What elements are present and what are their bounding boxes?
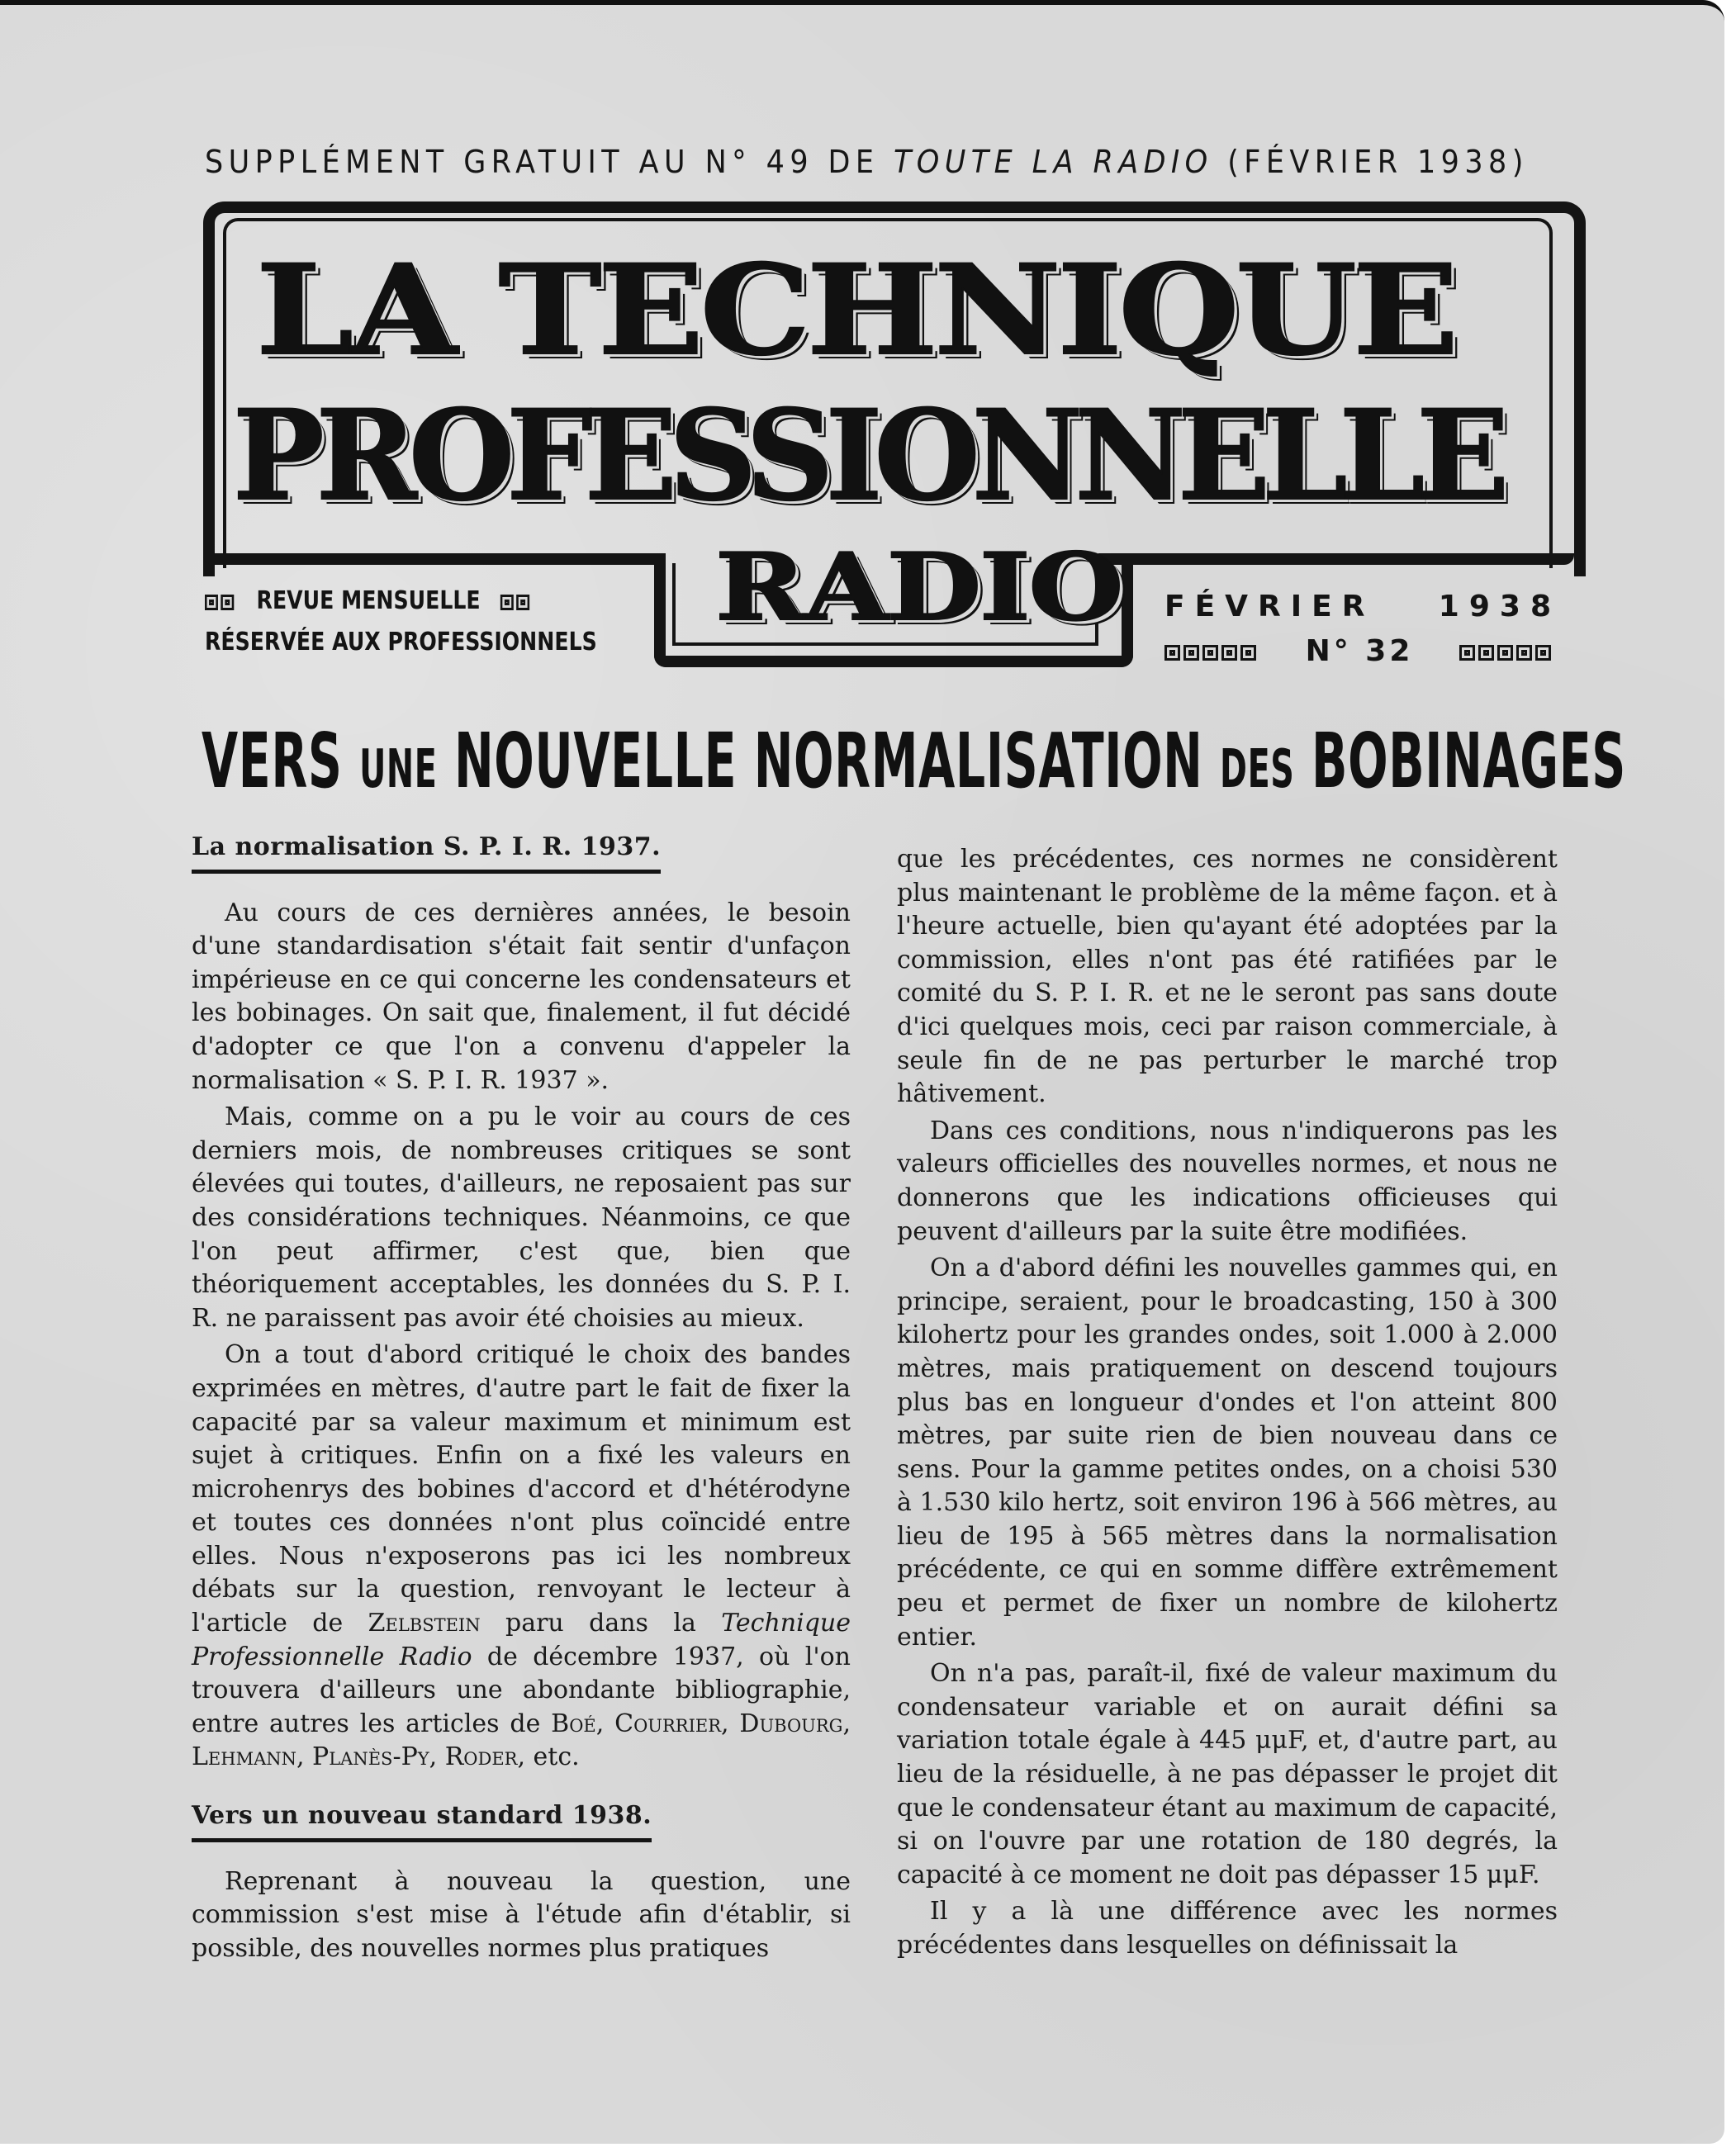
- supplement-publication: TOUTE LA RADIO: [893, 144, 1213, 180]
- paragraph-text: de décembre 1937, où l'on trouvera d'ailleurs une abondante bibliographie, entre autres les articles de: [192, 1642, 851, 1738]
- headline-word: DES: [1220, 739, 1295, 800]
- headline-word: NOUVELLE NORMALISATION: [453, 717, 1203, 805]
- paragraph: [192, 1339, 851, 1775]
- headline-word: VERS: [202, 717, 343, 805]
- masthead-title-line1: LA TECHNIQUE: [256, 238, 1455, 383]
- square-ornament-icon: [500, 587, 533, 616]
- issue-date: [1164, 590, 1561, 623]
- issue-month: FÉVRIER: [1164, 590, 1375, 623]
- issue-year: 1938: [1438, 590, 1561, 623]
- supplement-prefix: SUPPLÉMENT GRATUIT AU N° 49 DE: [205, 144, 894, 180]
- paragraph: On n'a pas, paraît-il, fixé de valeur maximum du condensateur variable et on aurait défini sa variation totale égale à 445 μμF, et, d'autre part, au lieu de la résiduelle, à ne pas dépasser le projet dit que le condensateur étant au maximum de capacité, si on l'ouvre par une rotation de 180 degrés, la capacité à ce moment ne doit pas dépasser 15 μμF.: [897, 1659, 1558, 1889]
- paragraph-text: , etc.: [517, 1742, 580, 1772]
- issue-number: N° 32: [1305, 634, 1414, 668]
- article-headline: [202, 717, 1626, 805]
- author-name: Zelbstein: [368, 1609, 481, 1638]
- journal-title: Technique Professionnelle Radio: [192, 1609, 851, 1671]
- section-heading-standard-1938: Vers un nouveau standard 1938.: [192, 1799, 652, 1842]
- author-names: Boé, Courrier, Dubourg, Lehmann, Planès-Py, Roder: [192, 1709, 851, 1772]
- tagline-monthly: [205, 586, 544, 616]
- paragraph: que les précédentes, ces normes ne considèrent plus maintenant le problème de la même façon. et à l'heure actuelle, bien qu'ayant été adoptées par la commission, elles n'ont pas été ratifiées par le comité du S. P. I. R. et ne le seront pas sans doute d'ici quelques mois, ceci par raison commerciale, à seule fin de ne pas perturber le marché trop hâtivement.: [897, 845, 1558, 1109]
- paragraph-text: On a tout d'abord critiqué le choix des bandes exprimées en mètres, d'autre part le fait de fixer la capacité par sa valeur maximum et minimum est sujet à critiques. Enfin on a fixé les valeurs en microhenrys des bobines d'accord et d'hétérodyne et toutes ces données n'ont plus coïncidé entre elles. Nous n'exposerons pas ici les nombreux débats sur la question, renvoyant le lecteur à l'article de: [192, 1340, 851, 1638]
- supplement-line: [205, 144, 1529, 180]
- masthead-frame-bottom-left: [203, 553, 666, 565]
- section-heading-spir-1937: La normalisation S. P. I. R. 1937.: [192, 831, 661, 874]
- headline-word: UNE: [359, 739, 438, 800]
- masthead-frame-bottom-right: [1098, 553, 1574, 565]
- paragraph: Au cours de ces dernières années, le besoin d'une standardisation s'était fait sentir d'unfaçon impérieuse en ce qui concerne les condensateurs et les bobinages. On sait que, finalement, il fut décidé d'adopter ce que l'on a convenu d'appeler la normalisation « S. P. I. R. 1937 ».: [192, 898, 851, 1095]
- tagline-professionals: RÉSERVÉE AUX PROFESSIONNELS: [205, 628, 597, 657]
- article-column-right: [897, 843, 1558, 1966]
- square-ornament-icon: [205, 587, 237, 616]
- square-ornament-icon: [1164, 634, 1259, 668]
- masthead-title-radio: RADIO: [715, 533, 1122, 642]
- paragraph: Reprenant à nouveau la question, une commission s'est mise à l'étude afin d'établir, si possible, des nouvelles normes plus pratiques: [192, 1866, 851, 1963]
- headline-word: BOBINAGES: [1311, 717, 1626, 805]
- paragraph: Dans ces conditions, nous n'indiquerons pas les valeurs officielles des nouvelles normes, et nous ne donnerons que les indications officieuses qui peuvent d'ailleurs par la suite être modifiées.: [897, 1116, 1558, 1246]
- paragraph: Mais, comme on a pu le voir au cours de ces derniers mois, de nombreuses critiques se sont élevées qui toutes, d'ailleurs, ne reposaient pas sur des considérations techniques. Néanmoins, ce que l'on peut affirmer, c'est que, bien que théoriquement acceptables, les données du S. P. I. R. ne paraissent pas avoir été choisies au mieux.: [192, 1102, 851, 1333]
- paragraph: Il y a là une différence avec les normes précédentes dans lesquelles on définissait la: [897, 1897, 1558, 1960]
- article-column-left: [192, 831, 851, 1969]
- supplement-suffix: (FÉVRIER 1938): [1212, 144, 1529, 180]
- paragraph: On a d'abord défini les nouvelles gammes qui, en principe, seraient, pour le broadcasting, 150 à 300 kilohertz pour les grandes ondes, soit 1.000 à 2.000 mètres, mais pratiquement on descend toujours plus bas en longueur d'ondes et l'on atteint 800 mètres, par suite rien de bien nouveau dans ce sens. Pour la gamme petites ondes, on a choisi 530 à 1.530 kilo hertz, soit environ 196 à 566 mètres, au lieu de 195 à 565 mètres dans la normalisation précédente, ce qui en somme diffère extrêmement peu et permet de fixer un nombre de kilohertz entier.: [897, 1254, 1558, 1652]
- masthead-title-line2: PROFESSIONNELLE: [233, 383, 1501, 529]
- paragraph-text: paru dans la: [480, 1609, 722, 1638]
- square-ornament-icon: [1459, 634, 1554, 668]
- issue-number-row: [1164, 634, 1569, 668]
- tagline-monthly-text: REVUE MENSUELLE: [256, 586, 481, 615]
